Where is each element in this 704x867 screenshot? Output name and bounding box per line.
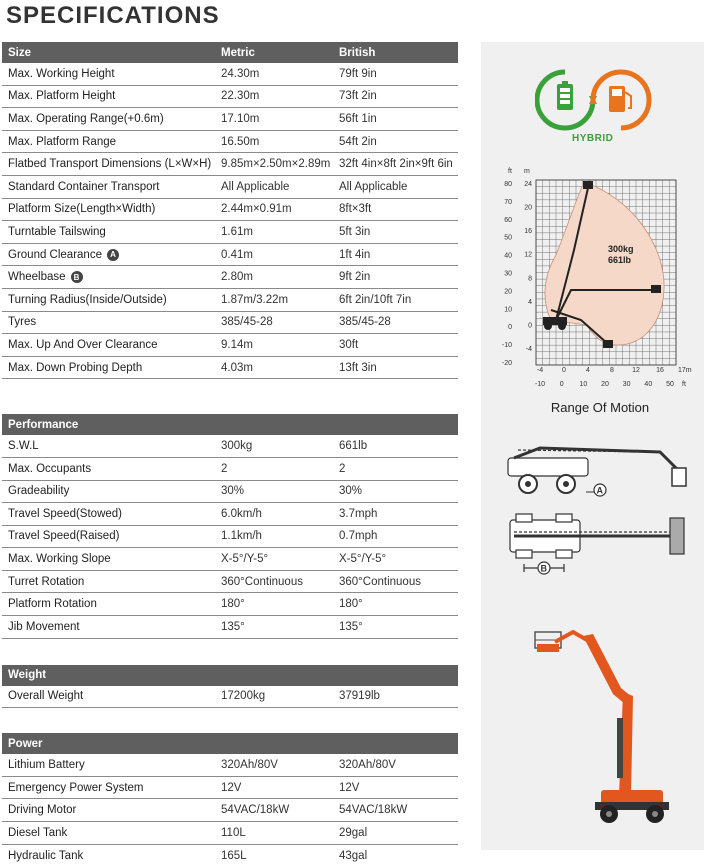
british-value: 54VAC/18kW [339,804,408,817]
table-row [2,176,458,199]
y-tick-m: 12 [524,251,532,259]
y-tick-ft: 50 [504,234,512,242]
row-label [2,271,221,283]
british-value: 54ft 2in [339,135,377,148]
metric-value: 0.41m [221,248,253,261]
british-value: 2 [339,462,346,475]
x-tick-ft: 0 [559,381,564,388]
row-label: Platform Rotation [8,598,97,611]
british-value: X-5°/Y-5° [339,553,387,566]
x-tick-ft: 30 [622,381,631,388]
row-label: Hydraulic Tank [8,849,84,862]
x-unit-ft: ft [682,381,686,388]
british-value: 8ft×3ft [339,203,372,216]
hybrid-logo [535,66,655,136]
metric-value: 180° [221,598,245,611]
table-row [2,845,458,867]
british-value: 29gal [339,826,368,839]
y-tick-ft: 70 [504,198,512,206]
y-tick-m: 24 [524,181,532,188]
british-value: 385/45-28 [339,316,391,329]
x-tick-m: 8 [610,367,614,374]
metric-value: 165L [221,849,247,862]
y-tick-m: 16 [524,228,532,236]
row-label: Travel Speed(Raised) [8,530,120,543]
y-tick-m: 4 [528,298,532,306]
row-label: Overall Weight [8,690,84,703]
metric-value: 2.80m [221,271,253,284]
table-row [2,616,458,639]
x-tick-ft: 50 [666,381,674,388]
metric-value: 16.50m [221,135,260,148]
row-label: Driving Motor [8,804,77,817]
british-value: 180° [339,598,363,611]
badge-b-icon: B [71,271,83,283]
metric-value: 110L [221,826,246,839]
column-header-british: British [339,46,376,59]
table-row [2,131,458,154]
british-value: 56ft 1in [339,112,377,125]
british-value: 37919lb [339,690,380,703]
table-row [2,108,458,131]
table-row [2,334,458,357]
side-view-drawing [500,440,695,500]
british-value: 79ft 9in [339,67,377,80]
table-row [2,312,458,335]
table-row [2,63,458,86]
row-label: Diesel Tank [8,826,68,839]
british-value: 6ft 2in/10ft 7in [339,293,412,306]
british-value: 5ft 3in [339,225,371,238]
row-label: Max. Up And Over Clearance [8,338,158,351]
table-row [2,199,458,222]
row-label: Turret Rotation [8,575,85,588]
british-value: 3.7mph [339,507,378,520]
british-value: 43gal [339,849,368,862]
metric-value: 17200kg [221,690,266,703]
british-value: 320Ah/80V [339,759,396,772]
row-label-text: Wheelbase [8,271,66,284]
x-tick-ft: 40 [644,381,653,388]
x-unit-m: 17m [678,367,692,374]
row-label: Max. Down Probing Depth [8,361,143,374]
metric-value: 320Ah/80V [221,759,278,772]
size-section [2,42,458,379]
x-tick-m: 16 [656,367,664,374]
metric-value: 1.87m/3.22m [221,293,289,306]
row-label: Standard Container Transport [8,180,160,193]
y-tick-m: 8 [528,275,532,283]
metric-value: 2.44m×0.91m [221,203,292,216]
metric-value: 1.61m [221,225,253,238]
metric-value: 1.1km/h [221,530,262,543]
metric-value: 22.30m [221,90,260,103]
table-row [2,153,458,176]
section-header-performance [2,414,458,435]
british-value: 135° [339,620,363,633]
x-tick-ft: -10 [534,381,546,388]
british-value: 13ft 3in [339,361,377,374]
y-unit-m: m [524,168,530,175]
section-title: Performance [8,418,79,431]
table-row [2,86,458,109]
metric-value: 17.10m [221,112,260,125]
row-label: Flatbed Transport Dimensions (L×W×H) [8,158,212,171]
metric-value: 54VAC/18kW [221,804,290,817]
y-tick-ft: 0 [508,324,512,332]
badge-a-icon: A [107,249,119,261]
row-label: Tyres [8,316,37,329]
row-label: Max. Occupants [8,462,92,475]
chart-caption: Range Of Motion [550,400,650,415]
y-unit-ft: ft [508,168,512,175]
top-view-drawing [500,510,695,580]
y-tick-m: 0 [528,322,532,330]
table-row [2,548,458,571]
y-tick-ft: 60 [504,216,512,224]
section-header-power [2,733,458,754]
x-tick-m: -4 [536,367,544,374]
y-tick-ft: -20 [501,360,512,367]
range-of-motion-chart [496,160,696,395]
metric-value: 385/45-28 [221,316,273,329]
metric-value: 12V [221,781,242,794]
british-value: 30ft [339,338,359,351]
y-tick-ft: -10 [501,342,512,350]
table-row [2,244,458,267]
row-label: Max. Working Slope [8,553,111,566]
row-label: S.W.L [8,440,39,453]
row-label: Max. Platform Range [8,135,117,148]
metric-value: 24.30m [221,67,260,80]
x-tick-m: 0 [562,367,566,374]
row-label: Turning Radius(Inside/Outside) [8,293,167,306]
british-value: 1ft 4in [339,248,371,261]
row-label: Max. Working Height [8,67,115,80]
load-metric: 300kg [608,244,634,254]
row-label-text: Ground Clearance [8,248,102,261]
x-tick-ft: 20 [601,381,609,388]
y-tick-ft: 40 [504,252,512,260]
fuel-pump-icon [589,72,649,128]
british-value: 30% [339,485,363,498]
y-tick-ft: 10 [504,306,512,314]
dimension-b-label: B [540,563,547,574]
table-row [2,754,458,777]
boom-lift-illustration [525,618,695,828]
section-header-weight [2,665,458,686]
dimension-a-label: A [596,485,603,496]
section-title: Size [8,46,32,59]
table-row [2,266,458,289]
table-row [2,289,458,312]
metric-value: X-5°/Y-5° [221,553,269,566]
row-label: Max. Platform Height [8,90,116,103]
table-row [2,571,458,594]
metric-value: All Applicable [221,180,290,193]
british-value: All Applicable [339,180,408,193]
metric-value: 4.03m [221,361,253,374]
table-row [2,503,458,526]
british-value: 661lb [339,440,368,453]
table-row [2,593,458,616]
power-section [2,733,458,867]
row-label [2,249,221,261]
table-row [2,777,458,800]
y-tick-ft: 30 [504,270,512,278]
metric-value: 135° [221,620,245,633]
x-tick-m: 12 [632,367,640,374]
x-tick-m: 4 [586,367,590,374]
table-row [2,799,458,822]
row-label: Jib Movement [8,620,80,633]
y-tick-ft: 80 [504,181,512,188]
row-label: Emergency Power System [8,781,144,794]
table-row [2,686,458,709]
metric-value: 2 [221,462,228,475]
metric-value: 360°Continuous [221,575,303,588]
table-row [2,526,458,549]
row-label: Gradeability [8,485,70,498]
section-title: Power [8,737,43,750]
section-header-size [2,42,458,63]
performance-section [2,414,458,638]
table-row [2,435,458,458]
row-label: Platform Size(Length×Width) [8,203,156,216]
table-row [2,221,458,244]
y-tick-m: -4 [525,346,532,353]
x-tick-ft: 10 [579,381,588,388]
row-label: Turntable Tailswing [8,225,106,238]
column-header-metric: Metric [221,46,255,59]
battery-icon [537,72,597,128]
section-title: Weight [8,669,47,682]
table-row [2,458,458,481]
metric-value: 6.0km/h [221,507,262,520]
metric-value: 300kg [221,440,253,453]
row-label: Max. Operating Range(+0.6m) [8,112,164,125]
row-label: Lithium Battery [8,759,85,772]
table-row [2,481,458,504]
page-title: SPECIFICATIONS [6,2,220,29]
metric-value: 9.14m [221,338,253,351]
table-row [2,357,458,380]
table-row [2,822,458,845]
british-value: 9ft 2in [339,271,371,284]
british-value: 32ft 4in×8ft 2in×9ft 6in [339,158,453,171]
y-tick-ft: 20 [504,288,512,296]
british-value: 12V [339,781,360,794]
metric-value: 9.85m×2.50m×2.89m [221,158,331,171]
british-value: 0.7mph [339,530,378,543]
spec-table [2,42,458,867]
row-label: Travel Speed(Stowed) [8,507,122,520]
y-tick-m: 20 [524,204,532,212]
british-value: 360°Continuous [339,575,421,588]
british-value: 73ft 2in [339,90,377,103]
weight-section [2,665,458,709]
load-british: 661lb [608,255,632,265]
metric-value: 30% [221,485,245,498]
hybrid-label: HYBRID [572,133,614,144]
